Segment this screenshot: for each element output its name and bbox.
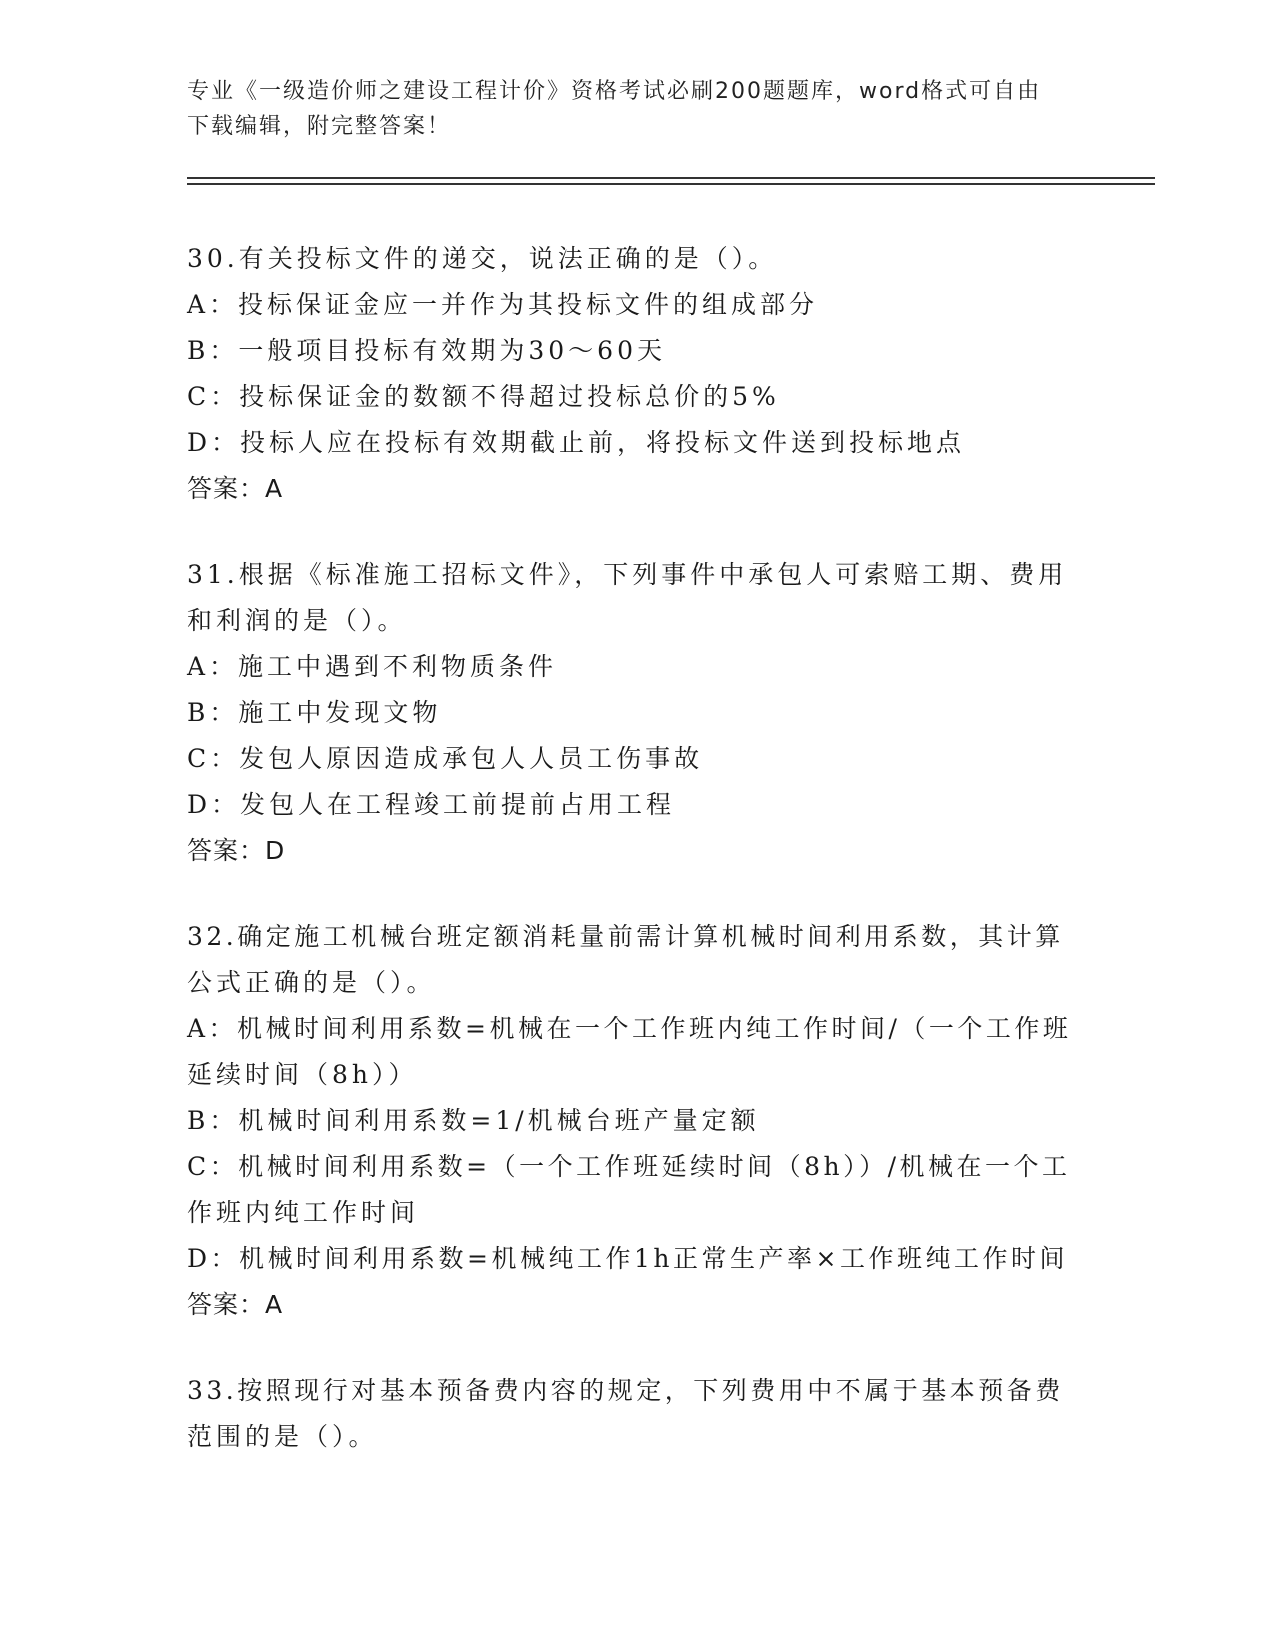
option-a: A：投标保证金应一并作为其投标文件的组成部分 (187, 290, 819, 319)
option-a: A：施工中遇到不利物质条件 (187, 652, 558, 681)
document-header (187, 74, 1067, 144)
question-stem-line: 32.确定施工机械台班定额消耗量前需计算机械时间利用系数，其计算 (187, 922, 1064, 951)
question-stem-line: 30.有关投标文件的递交，说法正确的是（）。 (187, 244, 778, 273)
question-stem-line: 33.按照现行对基本预备费内容的规定，下列费用中不属于基本预备费 (187, 1376, 1064, 1405)
option-a: A：机械时间利用系数=机械在一个工作班内纯工作时间/（一个工作班 (187, 1014, 1072, 1043)
question-stem-line: 公式正确的是（）。 (187, 968, 436, 997)
question-33 (187, 1368, 1077, 1460)
option-c-continued: 作班内纯工作时间 (187, 1198, 420, 1227)
option-b: B：机械时间利用系数=1/机械台班产量定额 (187, 1106, 760, 1135)
header-line-1: 专业《一级造价师之建设工程计价》资格考试必刷200题题库，word格式可自由 (187, 79, 1042, 104)
option-d: D：发包人在工程竣工前提前占用工程 (187, 790, 676, 819)
question-stem-line: 范围的是（）。 (187, 1422, 378, 1451)
header-divider-top (187, 177, 1155, 179)
question-31 (187, 552, 1077, 874)
answer-line: 答案：D (187, 836, 286, 865)
option-c: C：投标保证金的数额不得超过投标总价的5% (187, 382, 780, 411)
option-c: C：发包人原因造成承包人人员工伤事故 (187, 744, 704, 773)
question-stem-line: 和利润的是（）。 (187, 606, 407, 635)
answer-line: 答案：A (187, 1290, 284, 1319)
option-d: D：投标人应在投标有效期截止前，将投标文件送到投标地点 (187, 428, 966, 457)
option-a-continued: 延续时间（8h）） (187, 1060, 418, 1089)
question-30 (187, 236, 1077, 512)
question-32 (187, 914, 1077, 1328)
answer-line: 答案：A (187, 474, 284, 503)
header-line-2: 下载编辑，附完整答案！ (187, 114, 452, 139)
option-b: B：一般项目投标有效期为30～60天 (187, 336, 666, 365)
header-divider-bottom (187, 183, 1155, 185)
option-d: D：机械时间利用系数=机械纯工作1h正常生产率×工作班纯工作时间 (187, 1244, 1068, 1273)
question-stem-line: 31.根据《标准施工招标文件》，下列事件中承包人可索赔工期、费用 (187, 560, 1068, 589)
option-b: B：施工中发现文物 (187, 698, 442, 727)
question-list (187, 236, 1077, 1500)
option-c: C：机械时间利用系数=（一个工作班延续时间（8h））/机械在一个工 (187, 1152, 1071, 1181)
